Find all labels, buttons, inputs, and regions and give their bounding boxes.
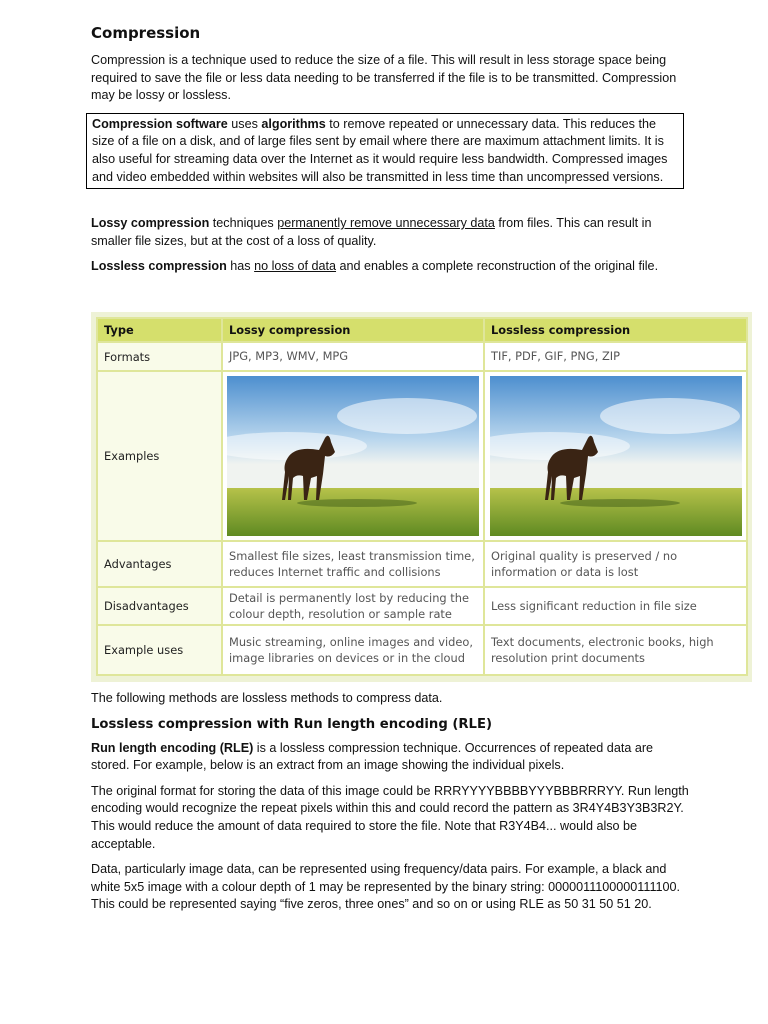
table-row xyxy=(97,371,747,541)
lossless-text-2: and enables a complete reconstruction of the original file. xyxy=(336,259,659,274)
page-title: Compression xyxy=(91,24,201,42)
horse-photo-lossy xyxy=(227,376,479,536)
rle-paragraph-2: The original format for storing the data of this image could be RRRYYYYBBBBYYYBBBRRRYY. Run length encoding would recognize the repeat pixels within this and could record the pattern as 3R4Y4B3Y3B3R2Y. This would reduce the amount of data required to store the file. Note that R3Y4B4... would also be acceptable. xyxy=(91,783,689,851)
rle-paragraph-3: Data, particularly image data, can be represented using frequency/data pairs. For example, a black and white 5x5 image with a colour depth of 1 may be represented by the binary string: 0000011100000111100. This could be represented saying “five zeros, three ones” and so on or using RLE as 50 31 50 51 20. xyxy=(91,862,681,912)
lossy-paragraph xyxy=(91,215,691,250)
cell-lossless-example-image xyxy=(484,371,747,541)
lossy-bold: Lossy compression xyxy=(91,216,210,231)
table-row xyxy=(97,587,747,625)
cell-lossy-disadvantages: Detail is permanently lost by reducing the colour depth, resolution or sample rate xyxy=(222,587,484,625)
lossless-bold: Lossless compression xyxy=(91,259,227,274)
row-label-examples: Examples xyxy=(97,371,222,541)
intro-paragraph: Compression is a technique used to reduce the size of a file. This will result in less storage space being required to save the file or less data needing to be transferred if the file is to be transmitted. Compression may be lossy or lossless. xyxy=(91,53,677,103)
row-label-disadvantages: Disadvantages xyxy=(97,587,222,625)
comparison-table xyxy=(96,317,748,676)
methods-intro: The following methods are lossless methods to compress data. xyxy=(91,691,443,705)
cell-lossy-example-image xyxy=(222,371,484,541)
header-type: Type xyxy=(97,318,222,342)
row-label-formats: Formats xyxy=(97,342,222,371)
box-text-1: uses xyxy=(227,116,262,131)
lossless-text-1: has xyxy=(226,259,255,274)
lossy-underline: permanently remove unnecessary data xyxy=(277,216,495,231)
rle-heading: Lossless compression with Run length encoding (RLE) xyxy=(91,716,492,732)
box-bold-2: algorithms xyxy=(261,116,326,131)
comparison-table-frame xyxy=(91,312,752,682)
rle-text-1: is a lossless compression technique. Occurrences of repeated data are stored. For example, below is an extract from an image showing the individual pixels. xyxy=(91,740,654,773)
cell-lossless-disadvantages: Less significant reduction in file size xyxy=(484,587,747,625)
rle-bold: Run length encoding (RLE) xyxy=(91,740,254,755)
cell-lossless-formats: TIF, PDF, GIF, PNG, ZIP xyxy=(484,342,747,371)
horse-photo-lossless xyxy=(490,376,742,536)
compression-software-box xyxy=(86,113,684,189)
header-lossless: Lossless compression xyxy=(484,318,747,342)
cell-lossless-example-uses: Text documents, electronic books, high resolution print documents xyxy=(484,625,747,675)
main-content xyxy=(91,24,691,284)
lossless-paragraph xyxy=(91,258,691,276)
box-bold-1: Compression software xyxy=(92,116,228,131)
rle-paragraph-1 xyxy=(91,740,691,775)
rle-section xyxy=(91,690,691,922)
table-header-row xyxy=(97,318,747,342)
header-lossy: Lossy compression xyxy=(222,318,484,342)
cell-lossy-advantages: Smallest file sizes, least transmission time, reduces Internet traffic and collisions xyxy=(222,541,484,587)
box-text-2: to remove repeated or unnecessary data. This reduces the size of a file on a disk, and of large files sent by email where there are maximum attachment limits. It is also useful for streaming data over the Internet as it would require less bandwidth. Compressed images and video embedded within websites will also be transmitted in less time than uncompressed versions. xyxy=(92,116,668,184)
row-label-example-uses: Example uses xyxy=(97,625,222,675)
table-row xyxy=(97,342,747,371)
row-label-advantages: Advantages xyxy=(97,541,222,587)
cell-lossy-example-uses: Music streaming, online images and video, image libraries on devices or in the cloud xyxy=(222,625,484,675)
lossy-text-2: from files. This can result in smaller file sizes, but at the cost of a loss of quality. xyxy=(91,216,652,248)
box-paragraph xyxy=(87,116,677,186)
cell-lossy-formats: JPG, MP3, WMV, MPG xyxy=(222,342,484,371)
table-row xyxy=(97,625,747,675)
cell-lossless-advantages: Original quality is preserved / no information or data is lost xyxy=(484,541,747,587)
table-row xyxy=(97,541,747,587)
lossy-text-1: techniques xyxy=(209,216,278,231)
lossless-underline: no loss of data xyxy=(254,259,337,274)
